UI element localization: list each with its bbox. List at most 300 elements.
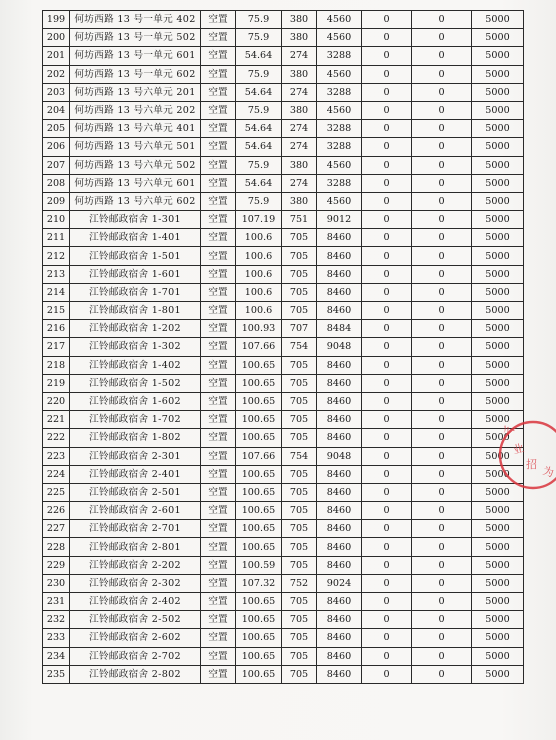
- value-b-cell: 0: [412, 320, 472, 338]
- status-cell: 空置: [201, 120, 236, 138]
- table-row: [43, 556, 524, 574]
- annual-rent-cell: 8460: [317, 502, 362, 520]
- annual-rent-cell: 4560: [317, 11, 362, 29]
- area-cell: 100.65: [236, 520, 282, 538]
- table-row: [43, 611, 524, 629]
- status-cell: 空置: [201, 502, 236, 520]
- status-cell: 空置: [201, 593, 236, 611]
- deposit-cell: 5000: [472, 138, 524, 156]
- table-row: [43, 593, 524, 611]
- value-a-cell: 0: [362, 647, 412, 665]
- area-cell: 100.65: [236, 502, 282, 520]
- address-cell: 江铃邮政宿舍 1-501: [70, 247, 201, 265]
- status-cell: 空置: [201, 211, 236, 229]
- value-b-cell: 0: [412, 447, 472, 465]
- value-b-cell: 0: [412, 211, 472, 229]
- deposit-cell: 5000: [472, 629, 524, 647]
- row-number-cell: 213: [43, 265, 70, 283]
- annual-rent-cell: 3288: [317, 174, 362, 192]
- status-cell: 空置: [201, 47, 236, 65]
- monthly-rent-cell: 705: [282, 520, 317, 538]
- row-number-cell: 211: [43, 229, 70, 247]
- row-number-cell: 235: [43, 665, 70, 683]
- table-row: [43, 483, 524, 501]
- value-b-cell: 0: [412, 647, 472, 665]
- row-number-cell: 226: [43, 502, 70, 520]
- value-a-cell: 0: [362, 629, 412, 647]
- value-b-cell: 0: [412, 283, 472, 301]
- address-cell: 江铃邮政宿舍 1-801: [70, 302, 201, 320]
- row-number-cell: 221: [43, 411, 70, 429]
- deposit-cell: 5000: [472, 265, 524, 283]
- red-stamp-seal-icon: [496, 418, 556, 492]
- monthly-rent-cell: 274: [282, 138, 317, 156]
- deposit-cell: 5000: [472, 320, 524, 338]
- value-b-cell: 0: [412, 302, 472, 320]
- status-cell: 空置: [201, 338, 236, 356]
- address-cell: 何坊西路 13 号六单元 502: [70, 156, 201, 174]
- address-cell: 江铃邮政宿舍 1-401: [70, 229, 201, 247]
- deposit-cell: 5000: [472, 65, 524, 83]
- value-a-cell: 0: [362, 174, 412, 192]
- row-number-cell: 225: [43, 483, 70, 501]
- value-a-cell: 0: [362, 156, 412, 174]
- status-cell: 空置: [201, 192, 236, 210]
- status-cell: 空置: [201, 138, 236, 156]
- address-cell: 江铃邮政宿舍 1-702: [70, 411, 201, 429]
- svg-text:招: 招: [526, 458, 537, 471]
- status-cell: 空置: [201, 265, 236, 283]
- area-cell: 100.6: [236, 283, 282, 301]
- address-cell: 江铃邮政宿舍 2-702: [70, 647, 201, 665]
- status-cell: 空置: [201, 647, 236, 665]
- monthly-rent-cell: 705: [282, 611, 317, 629]
- value-a-cell: 0: [362, 120, 412, 138]
- value-b-cell: 0: [412, 429, 472, 447]
- address-cell: 江铃邮政宿舍 1-202: [70, 320, 201, 338]
- status-cell: 空置: [201, 483, 236, 501]
- monthly-rent-cell: 705: [282, 629, 317, 647]
- annual-rent-cell: 3288: [317, 138, 362, 156]
- deposit-cell: 5000: [472, 556, 524, 574]
- status-cell: 空置: [201, 156, 236, 174]
- monthly-rent-cell: 705: [282, 483, 317, 501]
- deposit-cell: 5000: [472, 447, 524, 465]
- value-a-cell: 0: [362, 138, 412, 156]
- address-cell: 江铃邮政宿舍 2-302: [70, 574, 201, 592]
- deposit-cell: 5000: [472, 502, 524, 520]
- value-a-cell: 0: [362, 265, 412, 283]
- value-b-cell: 0: [412, 520, 472, 538]
- value-b-cell: 0: [412, 265, 472, 283]
- address-cell: 江铃邮政宿舍 2-602: [70, 629, 201, 647]
- area-cell: 100.93: [236, 320, 282, 338]
- value-a-cell: 0: [362, 483, 412, 501]
- status-cell: 空置: [201, 29, 236, 47]
- value-a-cell: 0: [362, 29, 412, 47]
- value-a-cell: 0: [362, 283, 412, 301]
- area-cell: 100.65: [236, 483, 282, 501]
- row-number-cell: 200: [43, 29, 70, 47]
- address-cell: 江铃邮政宿舍 1-802: [70, 429, 201, 447]
- monthly-rent-cell: 380: [282, 156, 317, 174]
- property-table: [42, 10, 524, 684]
- status-cell: 空置: [201, 65, 236, 83]
- status-cell: 空置: [201, 320, 236, 338]
- address-cell: 何坊西路 13 号一单元 602: [70, 65, 201, 83]
- status-cell: 空置: [201, 229, 236, 247]
- table-row: [43, 65, 524, 83]
- address-cell: 江铃邮政宿舍 2-202: [70, 556, 201, 574]
- address-cell: 何坊西路 13 号一单元 502: [70, 29, 201, 47]
- value-b-cell: 0: [412, 556, 472, 574]
- value-a-cell: 0: [362, 356, 412, 374]
- monthly-rent-cell: 380: [282, 29, 317, 47]
- monthly-rent-cell: 705: [282, 556, 317, 574]
- deposit-cell: 5000: [472, 120, 524, 138]
- value-b-cell: 0: [412, 629, 472, 647]
- area-cell: 100.65: [236, 593, 282, 611]
- area-cell: 100.65: [236, 356, 282, 374]
- table-row: [43, 356, 524, 374]
- value-a-cell: 0: [362, 411, 412, 429]
- address-cell: 何坊西路 13 号六单元 602: [70, 192, 201, 210]
- status-cell: 空置: [201, 374, 236, 392]
- value-b-cell: 0: [412, 611, 472, 629]
- svg-text:为: 为: [541, 464, 556, 480]
- row-number-cell: 220: [43, 392, 70, 410]
- deposit-cell: 5000: [472, 283, 524, 301]
- row-number-cell: 217: [43, 338, 70, 356]
- table-row: [43, 283, 524, 301]
- table-row: [43, 11, 524, 29]
- value-b-cell: 0: [412, 338, 472, 356]
- annual-rent-cell: 8460: [317, 356, 362, 374]
- annual-rent-cell: 8460: [317, 520, 362, 538]
- annual-rent-cell: 3288: [317, 83, 362, 101]
- svg-text:么: 么: [500, 421, 517, 439]
- annual-rent-cell: 8460: [317, 429, 362, 447]
- value-a-cell: 0: [362, 247, 412, 265]
- annual-rent-cell: 8460: [317, 593, 362, 611]
- annual-rent-cell: 8460: [317, 611, 362, 629]
- address-cell: 江铃邮政宿舍 2-401: [70, 465, 201, 483]
- annual-rent-cell: 8460: [317, 556, 362, 574]
- address-cell: 江铃邮政宿舍 2-502: [70, 611, 201, 629]
- annual-rent-cell: 8460: [317, 247, 362, 265]
- annual-rent-cell: 8460: [317, 283, 362, 301]
- row-number-cell: 212: [43, 247, 70, 265]
- monthly-rent-cell: 705: [282, 465, 317, 483]
- annual-rent-cell: 9024: [317, 574, 362, 592]
- table-row: [43, 192, 524, 210]
- value-b-cell: 0: [412, 120, 472, 138]
- annual-rent-cell: 8460: [317, 465, 362, 483]
- monthly-rent-cell: 274: [282, 47, 317, 65]
- status-cell: 空置: [201, 174, 236, 192]
- table-row: [43, 265, 524, 283]
- deposit-cell: 5000: [472, 483, 524, 501]
- value-b-cell: 0: [412, 47, 472, 65]
- monthly-rent-cell: 705: [282, 302, 317, 320]
- value-b-cell: 0: [412, 593, 472, 611]
- table-row: [43, 429, 524, 447]
- address-cell: 江铃邮政宿舍 1-701: [70, 283, 201, 301]
- value-a-cell: 0: [362, 192, 412, 210]
- value-a-cell: 0: [362, 665, 412, 683]
- area-cell: 54.64: [236, 83, 282, 101]
- monthly-rent-cell: 705: [282, 229, 317, 247]
- deposit-cell: 5000: [472, 247, 524, 265]
- table-row: [43, 229, 524, 247]
- monthly-rent-cell: 705: [282, 502, 317, 520]
- deposit-cell: 5000: [472, 229, 524, 247]
- area-cell: 75.9: [236, 101, 282, 119]
- row-number-cell: 205: [43, 120, 70, 138]
- status-cell: 空置: [201, 83, 236, 101]
- row-number-cell: 223: [43, 447, 70, 465]
- value-b-cell: 0: [412, 665, 472, 683]
- status-cell: 空置: [201, 556, 236, 574]
- deposit-cell: 5000: [472, 83, 524, 101]
- value-a-cell: 0: [362, 302, 412, 320]
- area-cell: 100.6: [236, 247, 282, 265]
- status-cell: 空置: [201, 392, 236, 410]
- annual-rent-cell: 4560: [317, 192, 362, 210]
- table-row: [43, 29, 524, 47]
- monthly-rent-cell: 754: [282, 338, 317, 356]
- table-row: [43, 520, 524, 538]
- monthly-rent-cell: 705: [282, 247, 317, 265]
- annual-rent-cell: 9048: [317, 338, 362, 356]
- row-number-cell: 201: [43, 47, 70, 65]
- deposit-cell: 5000: [472, 174, 524, 192]
- deposit-cell: 5000: [472, 593, 524, 611]
- row-number-cell: 227: [43, 520, 70, 538]
- annual-rent-cell: 8460: [317, 647, 362, 665]
- value-b-cell: 0: [412, 11, 472, 29]
- value-b-cell: 0: [412, 483, 472, 501]
- table-row: [43, 101, 524, 119]
- area-cell: 75.9: [236, 65, 282, 83]
- annual-rent-cell: 4560: [317, 156, 362, 174]
- value-b-cell: 0: [412, 502, 472, 520]
- value-a-cell: 0: [362, 392, 412, 410]
- status-cell: 空置: [201, 283, 236, 301]
- table-row: [43, 647, 524, 665]
- table-row: [43, 211, 524, 229]
- status-cell: 空置: [201, 101, 236, 119]
- table-row: [43, 538, 524, 556]
- annual-rent-cell: 4560: [317, 29, 362, 47]
- value-a-cell: 0: [362, 320, 412, 338]
- annual-rent-cell: 8484: [317, 320, 362, 338]
- annual-rent-cell: 9048: [317, 447, 362, 465]
- area-cell: 54.64: [236, 47, 282, 65]
- table-row: [43, 120, 524, 138]
- value-a-cell: 0: [362, 429, 412, 447]
- deposit-cell: 5000: [472, 392, 524, 410]
- table-row: [43, 665, 524, 683]
- annual-rent-cell: 8460: [317, 629, 362, 647]
- value-b-cell: 0: [412, 29, 472, 47]
- deposit-cell: 5000: [472, 538, 524, 556]
- deposit-cell: 5000: [472, 192, 524, 210]
- row-number-cell: 218: [43, 356, 70, 374]
- table-row: [43, 374, 524, 392]
- area-cell: 100.65: [236, 411, 282, 429]
- value-b-cell: 0: [412, 374, 472, 392]
- monthly-rent-cell: 380: [282, 11, 317, 29]
- table-row: [43, 156, 524, 174]
- annual-rent-cell: 4560: [317, 65, 362, 83]
- status-cell: 空置: [201, 538, 236, 556]
- area-cell: 75.9: [236, 192, 282, 210]
- value-b-cell: 0: [412, 83, 472, 101]
- value-b-cell: 0: [412, 538, 472, 556]
- address-cell: 江铃邮政宿舍 2-501: [70, 483, 201, 501]
- status-cell: 空置: [201, 11, 236, 29]
- annual-rent-cell: 8460: [317, 411, 362, 429]
- monthly-rent-cell: 705: [282, 411, 317, 429]
- area-cell: 107.66: [236, 447, 282, 465]
- deposit-cell: 5000: [472, 465, 524, 483]
- address-cell: 江铃邮政宿舍 1-602: [70, 392, 201, 410]
- area-cell: 100.65: [236, 629, 282, 647]
- table-row: [43, 247, 524, 265]
- monthly-rent-cell: 705: [282, 374, 317, 392]
- status-cell: 空置: [201, 629, 236, 647]
- area-cell: 54.64: [236, 174, 282, 192]
- value-a-cell: 0: [362, 83, 412, 101]
- row-number-cell: 232: [43, 611, 70, 629]
- area-cell: 75.9: [236, 156, 282, 174]
- deposit-cell: 5000: [472, 665, 524, 683]
- row-number-cell: 216: [43, 320, 70, 338]
- address-cell: 江铃邮政宿舍 2-801: [70, 538, 201, 556]
- table-row: [43, 47, 524, 65]
- deposit-cell: 5000: [472, 356, 524, 374]
- annual-rent-cell: 8460: [317, 483, 362, 501]
- area-cell: 100.65: [236, 538, 282, 556]
- row-number-cell: 234: [43, 647, 70, 665]
- area-cell: 100.65: [236, 647, 282, 665]
- table-row: [43, 447, 524, 465]
- annual-rent-cell: 3288: [317, 47, 362, 65]
- value-a-cell: 0: [362, 593, 412, 611]
- monthly-rent-cell: 274: [282, 120, 317, 138]
- address-cell: 江铃邮政宿舍 2-701: [70, 520, 201, 538]
- table-row: [43, 138, 524, 156]
- address-cell: 江铃邮政宿舍 1-402: [70, 356, 201, 374]
- value-b-cell: 0: [412, 192, 472, 210]
- monthly-rent-cell: 751: [282, 211, 317, 229]
- table-row: [43, 320, 524, 338]
- monthly-rent-cell: 274: [282, 174, 317, 192]
- monthly-rent-cell: 705: [282, 356, 317, 374]
- status-cell: 空置: [201, 356, 236, 374]
- area-cell: 100.65: [236, 665, 282, 683]
- address-cell: 何坊西路 13 号一单元 402: [70, 11, 201, 29]
- row-number-cell: 231: [43, 593, 70, 611]
- status-cell: 空置: [201, 447, 236, 465]
- monthly-rent-cell: 705: [282, 392, 317, 410]
- monthly-rent-cell: 705: [282, 665, 317, 683]
- address-cell: 何坊西路 13 号六单元 401: [70, 120, 201, 138]
- value-a-cell: 0: [362, 211, 412, 229]
- annual-rent-cell: 4560: [317, 101, 362, 119]
- deposit-cell: 5000: [472, 574, 524, 592]
- row-number-cell: 222: [43, 429, 70, 447]
- status-cell: 空置: [201, 665, 236, 683]
- status-cell: 空置: [201, 302, 236, 320]
- address-cell: 江铃邮政宿舍 1-601: [70, 265, 201, 283]
- address-cell: 何坊西路 13 号六单元 201: [70, 83, 201, 101]
- address-cell: 江铃邮政宿舍 2-402: [70, 593, 201, 611]
- area-cell: 100.6: [236, 265, 282, 283]
- status-cell: 空置: [201, 520, 236, 538]
- table-row: [43, 629, 524, 647]
- value-b-cell: 0: [412, 574, 472, 592]
- annual-rent-cell: 8460: [317, 538, 362, 556]
- area-cell: 100.65: [236, 611, 282, 629]
- row-number-cell: 229: [43, 556, 70, 574]
- annual-rent-cell: 8460: [317, 229, 362, 247]
- value-b-cell: 0: [412, 392, 472, 410]
- value-a-cell: 0: [362, 447, 412, 465]
- deposit-cell: 5000: [472, 29, 524, 47]
- monthly-rent-cell: 705: [282, 593, 317, 611]
- row-number-cell: 209: [43, 192, 70, 210]
- deposit-cell: 5000: [472, 101, 524, 119]
- value-b-cell: 0: [412, 229, 472, 247]
- monthly-rent-cell: 707: [282, 320, 317, 338]
- area-cell: 107.32: [236, 574, 282, 592]
- row-number-cell: 219: [43, 374, 70, 392]
- address-cell: 江铃邮政宿舍 1-301: [70, 211, 201, 229]
- table-row: [43, 465, 524, 483]
- value-a-cell: 0: [362, 338, 412, 356]
- area-cell: 75.9: [236, 11, 282, 29]
- value-b-cell: 0: [412, 247, 472, 265]
- row-number-cell: 203: [43, 83, 70, 101]
- address-cell: 江铃邮政宿舍 1-302: [70, 338, 201, 356]
- table-row: [43, 83, 524, 101]
- table-row: [43, 411, 524, 429]
- deposit-cell: 5000: [472, 11, 524, 29]
- value-a-cell: 0: [362, 556, 412, 574]
- row-number-cell: 228: [43, 538, 70, 556]
- value-b-cell: 0: [412, 174, 472, 192]
- deposit-cell: 5000: [472, 429, 524, 447]
- annual-rent-cell: 3288: [317, 120, 362, 138]
- row-number-cell: 233: [43, 629, 70, 647]
- status-cell: 空置: [201, 465, 236, 483]
- row-number-cell: 206: [43, 138, 70, 156]
- monthly-rent-cell: 380: [282, 101, 317, 119]
- annual-rent-cell: 8460: [317, 665, 362, 683]
- area-cell: 100.65: [236, 374, 282, 392]
- address-cell: 何坊西路 13 号六单元 501: [70, 138, 201, 156]
- value-a-cell: 0: [362, 47, 412, 65]
- deposit-cell: 5000: [472, 647, 524, 665]
- area-cell: 54.64: [236, 138, 282, 156]
- status-cell: 空置: [201, 611, 236, 629]
- address-cell: 江铃邮政宿舍 2-301: [70, 447, 201, 465]
- status-cell: 空置: [201, 429, 236, 447]
- row-number-cell: 204: [43, 101, 70, 119]
- area-cell: 100.65: [236, 465, 282, 483]
